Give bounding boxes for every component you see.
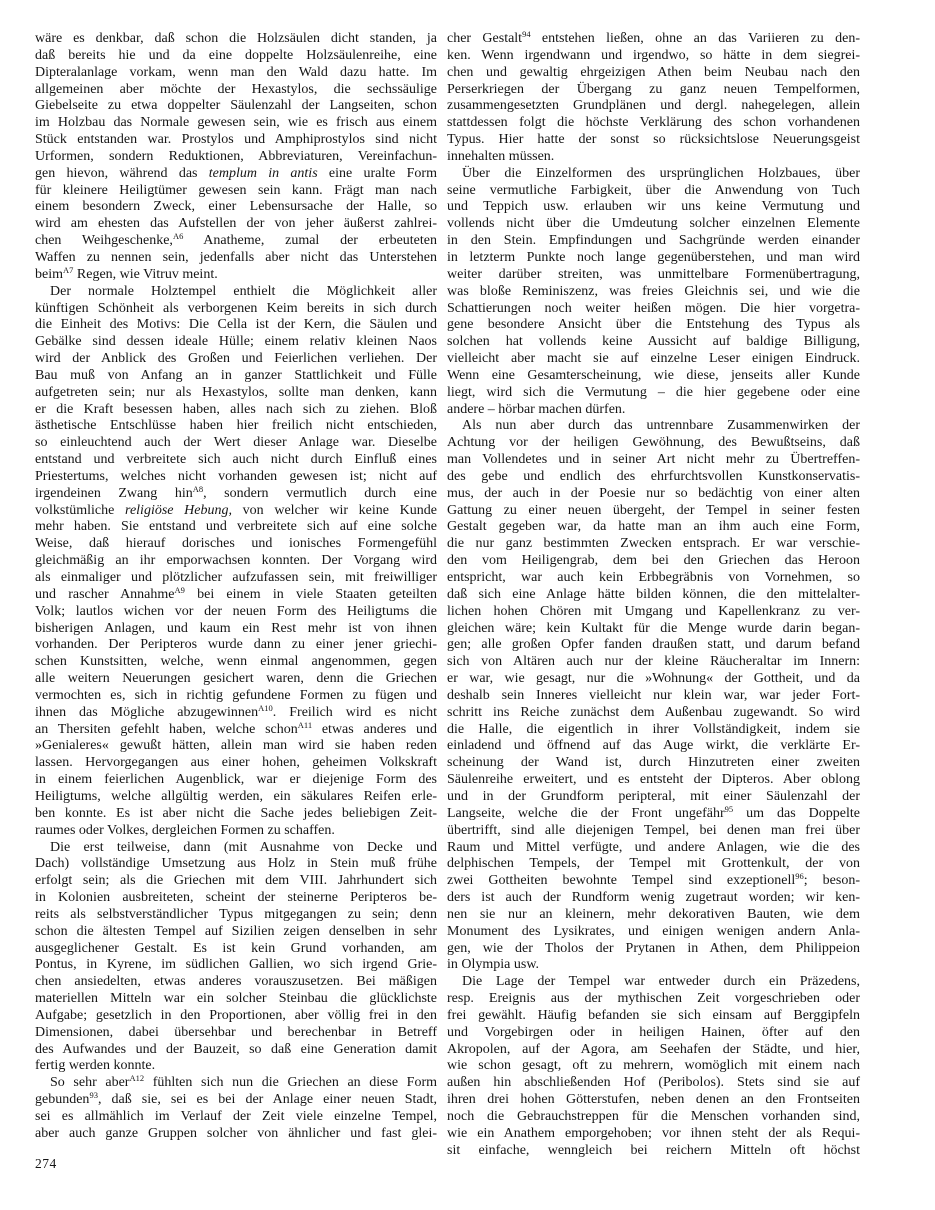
text-line: liegt, wird sich die Vermutung – die hier gegebene oder eine (447, 384, 860, 400)
page-number: 274 (35, 1156, 57, 1171)
text-line: gebunden$^{93}$, daß sie, sei es bei der Anlage einer neuen Stadt, (35, 1090, 437, 1108)
text-line: Über die Einzelformen des ursprünglichen Holzbaues, über (462, 165, 860, 181)
text-line: im Holzbau das Normale gewesen sein, wie es frisch aus einem (35, 115, 437, 131)
text-line: und Vorgebirgen oder in heiligen Hainen, öfter auf den (447, 1024, 860, 1040)
text-line: Volk; lautlos wichen vor der neuen Form des Heiligtums die (35, 603, 437, 619)
text-line: nen sie nur an kleinern, mehr dekorativen Bauten, wie dem (447, 906, 860, 922)
text-line: deshalb sein Inneres vielleicht nur klein war, war jeder Fort- (447, 687, 860, 703)
footnote-marker: 96 (795, 871, 804, 882)
text-line: Wenn eine Gesamterscheinung, wie diese, jenseits aller Kunde (447, 367, 860, 383)
text-line: scheinung der Wand ist, durch Hinzutreten einer zweiten (447, 755, 860, 771)
text-line: Urformen, sondern Reduktionen, Abbreviaturen, Vereinfachun- (35, 148, 437, 164)
text-line: cher Gestalt$^{94}$ entstehen ließen, ohne an das Variieren zu den- (447, 29, 860, 46)
text-line: einladend und öffnend auf das Auge wirkt, die verklärte Er- (447, 738, 860, 754)
text-line: so einleuchtend auch der Wert dieser Anlage war. Dieselbe (35, 435, 437, 451)
text-line: gen, wie der Tholos der Prytanen in Athen, dem Philippeion (447, 940, 860, 956)
footnote-marker: A6 (172, 231, 184, 242)
text-line: daß sich eine Anlage hätte bilden können, die den mittelalter- (447, 586, 860, 602)
paragraph (35, 31, 437, 284)
text-line: gleichmäßig an ihr emporwachsen konnten. Der Vorgang wird (35, 553, 437, 569)
paragraph (35, 284, 437, 840)
text-line: alle weitern Neuerungen gesichert waren, denn die Griechen (35, 671, 437, 687)
text-line: frei gewählt. Häufig befanden sie sich einsam auf Berggipfeln (447, 1007, 860, 1023)
text-line: des Aufwandes und der Bauzeit, so daß eine Generation damit (35, 1041, 437, 1057)
text-line: übertrifft, sind alle diejenigen Tempel, bei denen man frei über (447, 822, 860, 838)
text-line: Achtung vor der heiligen Gewöhnung, des Bewußtseins, daß (447, 435, 860, 451)
text-line: Heiligtums, welche allgültig werden, ein säkulares Reifen erle- (35, 788, 437, 804)
text-line: was bloße Reminiszenz, was freies Gleichnis sei, und wie die (447, 283, 860, 299)
text-line: Die erst teilweise, dann (mit Ausnahme von Decke und (50, 839, 437, 855)
text-line: Säulenreihe erweitert, und es entsteht der Dipteros. Aber oblong (447, 772, 860, 788)
italic-phrase: templum in antis (208, 165, 318, 181)
text-line: sit einfache, wenngleich bei reichern Mitteln oft höchst (447, 1142, 860, 1158)
text-line: aber auch ganze Gruppen solcher von ähnlicher und fast glei- (35, 1125, 437, 1141)
text-line: ästhetische Entschlüsse haben hier freilich nicht entschieden, (35, 418, 437, 434)
paragraph (447, 31, 860, 166)
text-line: Aufgabe; gesetzlich in den Proportionen, aber völlig frei in den (35, 1007, 437, 1023)
text-columns (35, 31, 860, 1160)
text-line: reits als selbstverständlicher Typus mitgegangen zu sein; denn (35, 906, 437, 922)
text-line: sich von Altären auch nur der kleine Räucheraltar im Innern: (447, 654, 860, 670)
text-line: als einmaliger und plötzlicher aufzufassen sein, mit freiwilliger (35, 570, 437, 585)
text-line: Weise, daß hierauf dorisches und ionisches Formengefühl (35, 536, 437, 552)
footnote-marker: A8 (192, 483, 204, 494)
text-line: fertig werden konnte. (35, 1058, 156, 1074)
text-line: chen Weihgeschenke,$^{A6}$ Anatheme, zumal der erbeuteten (35, 231, 437, 249)
text-line: einem besondern Zweck, einer Lebensursache der Halle, so (35, 199, 437, 215)
text-line: vermochten es, sich in richtig gefundene Formen zu fügen und (35, 687, 437, 703)
text-line: schon die ältesten Tempel auf Sizilien zeigen denselben in sehr (35, 923, 437, 939)
text-line: gleichen wäre; kein Kultakt für die Menge wurde darin began- (447, 620, 860, 636)
text-line: an Thersiten gefehlt haben, welche schon$^{A11}$ etwas anderes und (35, 719, 437, 737)
text-line: stattdessen folgt die höchste Verklärung des schon vorhandenen (447, 115, 860, 131)
text-line: gen hievon, während das templum in antis eine uralte Form (35, 165, 437, 181)
text-line: Die Lage der Tempel war entweder durch ein Präzedens, (462, 974, 860, 990)
text-line: materiellen Mitteln war ein solcher Steinbau die glücklichste (35, 991, 437, 1007)
text-line: mus, der auch in der Poesie nur so bedächtig von einer alten (447, 485, 860, 501)
text-line: Raum und Mittel verfügte, und andere Anlagen, wie die des (447, 839, 860, 855)
text-line: Dipteralanlage vorkam, wenn man den Wald dazu hatte. Im (35, 64, 437, 80)
text-line: wird der Anblick des Großen und Feierlichen verliehen. Der (35, 351, 437, 367)
text-column-right (447, 31, 860, 1160)
text-line: Monument des Lysikrates, und einigen wenigen andern Anla- (447, 923, 860, 939)
footnote-marker: 93 (89, 1090, 98, 1101)
footnote-marker: A11 (297, 719, 313, 730)
text-line: beim$^{A7}$ Regen, wie Vitruv meint. (35, 264, 218, 282)
text-line: ders ist auch der Rundform wenig zugetraut worden; wir ken- (447, 890, 860, 906)
paragraph (35, 840, 437, 1076)
text-line: Gebälke sind dessen ideale Hülle; einem relativ kleinen Naos (35, 334, 437, 350)
text-line: So sehr aber$^{A12}$ fühlten sich nun die Griechen an diese Form (50, 1073, 438, 1091)
text-line: ken. Wenn irgendwann und irgendwo, so hätte in dem siegrei- (447, 47, 860, 63)
text-line: allgemeinen aber möchte der Hexastylos, die sechssäulige (35, 81, 437, 97)
text-line: den vom Heiligengrab, dem bei den Griechen das Heroon (447, 553, 860, 569)
text-line: ihren drei hohen Götterstufen, neben denen an den Frontseiten (447, 1092, 860, 1108)
text-line: Gattung zu einer neuen übergeht, der Tempel in seiner festen (447, 502, 860, 518)
text-line: Langseite, welche die der Front ungefähr$^{95}$ um das Doppelte (447, 803, 860, 821)
text-line: weiter darüber streiten, was unmittelbare Formenübertragung, (447, 266, 860, 282)
text-column-left (35, 31, 437, 1160)
text-line: aufgetreten sein; nur als Hexastylos, sollte man denken, kann (35, 384, 437, 400)
text-line: künftigen Schönheit als verborgenen Keim bereits in sich durch (35, 300, 437, 316)
text-line: er war, wie gesagt, nur die »Wohnung« der Gottheit, und da (447, 671, 860, 687)
footnote-marker: A7 (63, 264, 74, 275)
text-line: Bau muß von Anfang an in ganzer Stattlichkeit und Fülle (35, 367, 437, 383)
text-line: entspricht, war auch kein Erbbegräbnis von Vornehmen, so (447, 570, 860, 585)
text-line: lichen hohen Chören mit Umgang und Kapellenkranz zu ver- (447, 603, 860, 619)
text-line: »Genialeres« gewußt hätten, allein man wird sie haben reden (35, 738, 437, 754)
text-line: Akropolen, auf der Agora, am Seehafen der Städte, und hier, (447, 1041, 860, 1057)
footnote-marker: 95 (724, 803, 734, 814)
text-line: Waffen zu nennen sein, jedenfalls aber nicht das Unterstehen (35, 249, 437, 265)
text-line: seine vermutliche Farbigkeit, über die Anwendung von Tuch (447, 182, 860, 198)
text-line: wäre es denkbar, daß schon die Holzsäulen dicht standen, ja (35, 31, 437, 46)
text-line: und rascher Annahme$^{A9}$ bei einem in viele Staaten geteilten (35, 584, 437, 602)
text-line: gen; alle großen Opfer fanden draußen statt, und darum befand (447, 637, 860, 653)
paragraph (35, 1075, 437, 1142)
text-line: innehalten müssen. (447, 148, 555, 164)
text-line: vielleicht aber macht sie auf einzelne Leser einigen Eindruck. (447, 351, 860, 367)
text-line: chen und gewaltig ehrgeizigen Athen beim Neubau nach den (447, 64, 860, 80)
text-line: vollends nicht über die Umdeutung solcher einzelnen Elemente (447, 216, 860, 232)
text-line: Schattierungen noch weiter heißen mögen. Die hier vorgetra- (447, 300, 860, 316)
footnote-marker: A10 (258, 702, 273, 713)
paragraph (447, 418, 860, 974)
text-line: Giebelseite zu etwa doppelter Säulenzahl der Langseiten, schon (35, 98, 437, 114)
footnote-marker: A12 (129, 1073, 145, 1084)
text-line: die nur ganz bestimmten Zwecken entsprach. Er war verschie- (447, 536, 860, 552)
text-line: in den Stein. Empfindungen und Sachgründe werden einander (447, 233, 860, 249)
text-line: entstand und verbreitete sich auch nicht durch Einfluß eines (35, 452, 437, 468)
text-line: man Vollendetes und in seiner Art nicht mehr zu Übertreffen- (447, 452, 860, 468)
text-line: die Halle, die eigentlich in ihrer Vollständigkeit, indem sie (447, 721, 860, 737)
text-line: wird am ehesten das Aufstellen der von jeher äußerst zahlrei- (35, 216, 437, 232)
text-line: irgendeinen Zwang hin$^{A8}$, sondern vermutlich durch eine (35, 483, 437, 501)
text-line: Dimensionen, dabei übersehbar und berechenbar in Betreff (35, 1024, 437, 1040)
text-line: zwei Gottheiten bewohnte Tempel sind exzeptionell$^{96}$; beson- (447, 871, 861, 889)
text-line: raumes oder Volkes, dergleichen Formen zu schaffen. (35, 822, 335, 838)
text-line: gene besondere Ansicht über die Entstehung des Typus als (447, 317, 860, 333)
paragraph (447, 974, 860, 1159)
text-line: erfolgt sein; als die Griechen mit dem VIII. Jahrhundert sich (35, 873, 437, 889)
text-line: delphischen Tempels, der Tempel mit Grottenkult, der von (447, 856, 860, 872)
footnote-marker: 94 (522, 29, 531, 39)
text-line: Perserkriegen der Übergang zu ganz neuen Tempelformen, (447, 81, 860, 97)
text-line: Als nun aber durch das untrennbare Zusammenwirken der (462, 418, 860, 434)
text-line: volkstümliche religiöse Hebung, von welcher wir keine Kunde (35, 502, 438, 518)
text-line: des gebe und endlich des ehrfurchtsvollen Kunstkonservatis- (447, 468, 860, 484)
text-line: wie ein Anathem emporgehoben; vor ihnen steht der als Requi- (447, 1125, 860, 1141)
text-line: solchen hat vollends keine Aussicht auf baldige Billigung, (447, 334, 860, 350)
text-line: Typus. Hier hatte der sonst so rücksichtslose Neuerungsgeist (447, 132, 860, 148)
text-line: Dach) vollständige Umsetzung aus Holz in Stein muß frühe (35, 856, 437, 872)
text-line: ausgeglichener Gestalt. Es ist kein Grund vorhanden, am (35, 940, 437, 956)
text-line: wie schon gesagt, oft zu mehrern, womöglich mit einem nach (447, 1058, 860, 1074)
text-line: daß bereits hie und da eine doppelte Holzsäulenreihe, eine (35, 47, 437, 63)
text-line: ihnen das Mögliche abzugewinnen$^{A10}$. Freilich wird es nicht (35, 702, 437, 720)
text-line: zusammengesetzten Grundplänen und dergl. nahegelegen, allein (447, 98, 860, 114)
text-line: er die Kraft besessen haben, alles nach sich zu ziehen. Bloß (35, 401, 437, 417)
text-line: schritt ins Reiche zunächst dem Außenbau zugewandt. So wird (447, 704, 860, 720)
text-line: resp. Ereignis aus der mythischen Zeit vorgeschrieben oder (447, 991, 860, 1007)
text-line: Der normale Holztempel enthielt die Möglichkeit aller (50, 283, 437, 299)
text-line: schen Kunstsitten, welche, wenn einmal angenommen, gegen (35, 654, 437, 670)
text-line: in Kolonien ausbreiteten, scheint der steinerne Peripteros be- (35, 890, 437, 906)
paragraph (447, 166, 860, 419)
text-line: außen hin abschließenden Hof (Peribolos). Stets sind sie auf (447, 1075, 860, 1091)
text-line: in einem feierlichen Augenblick, war er diejenige Form des (35, 772, 437, 788)
text-line: andere – hörbar machen dürfen. (447, 401, 626, 417)
text-line: mehr haben. Sie entstand und verbreitete sich auf eine solche (35, 519, 437, 535)
footnote-marker: A9 (174, 584, 185, 595)
text-line: Gestalt gegeben war, da hatte man an ihm auch eine Form, (447, 519, 860, 535)
italic-phrase: religiöse Hebung, (125, 502, 232, 518)
text-line: die Einheit des Motivs: Die Cella ist der Kern, die Säulen und (35, 317, 437, 333)
text-line: Pontus, in Kyrene, im südlichen Gallien, wo sich irgend Grie- (35, 957, 437, 973)
text-line: Priestertums, welches nicht vorhanden gewesen ist; nicht auf (35, 468, 437, 484)
text-line: in letzterm Punkte noch lange gegenüberstehen, und man wird (447, 249, 860, 265)
text-line: chen ansiedelten, etwas anderes vorauszusetzen. Bei mäßigen (35, 974, 437, 990)
text-line: und in der Grundform peripteral, mit einer Säulenzahl der (447, 788, 860, 804)
text-line: in Olympia usw. (447, 957, 540, 973)
text-line: und Teppich usw. erlauben wir uns keine Vermutung und (447, 199, 860, 215)
text-line: noch die Gebrauchstreppen für die Menschen vorhanden sind, (447, 1109, 860, 1124)
text-line: ben konnte. Es ist aber nicht die Sache jedes beliebigen Zeit- (35, 805, 437, 821)
text-line: für kleinere Heiligtümer gewesen sein kann. Frägt man nach (35, 182, 437, 198)
text-line: bisherigen Anlagen, und kaum ein Rest mehr ist von ihnen (35, 620, 437, 636)
text-line: Stück entstanden war. Prostylos und Amphiprostylos sind nicht (35, 132, 437, 148)
text-line: lassen. Hervorgegangen aus einer hohen, geheimen Volkskraft (35, 755, 437, 771)
text-line: vorhanden. Der Peripteros wurde dann zu einer jener griechi- (35, 637, 437, 653)
text-line: sei es allmählich im Verlauf der Zeit viele einzelne Tempel, (35, 1109, 437, 1124)
